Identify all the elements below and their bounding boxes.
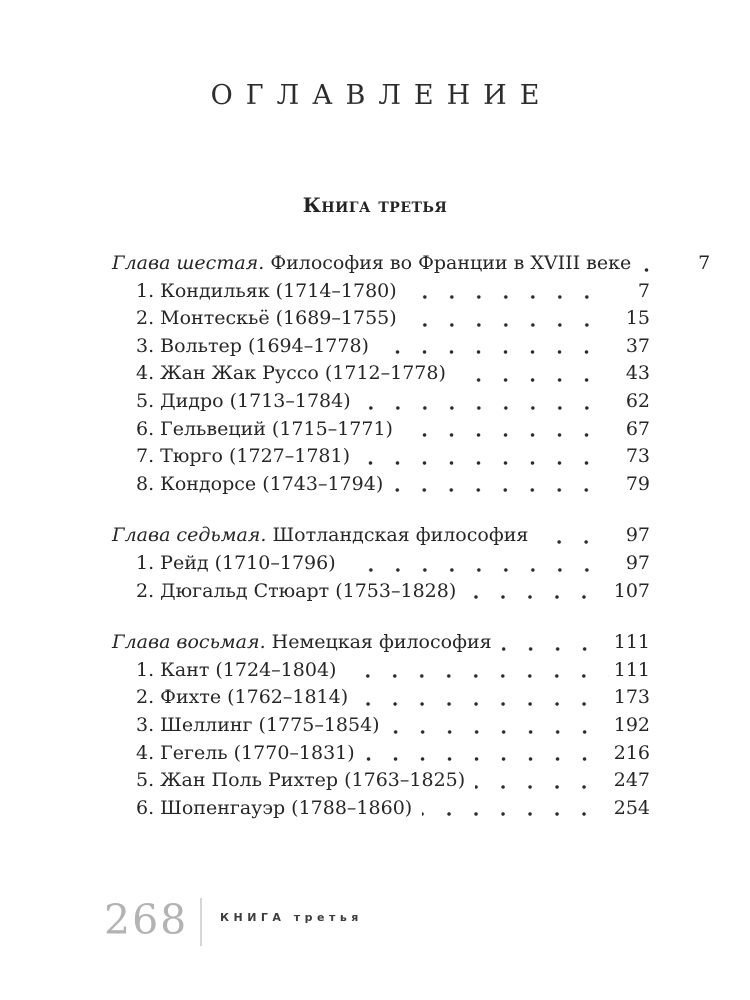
chapter-label (112, 522, 528, 550)
dot-leader (365, 756, 609, 762)
page-number: 97 (625, 551, 650, 574)
page-number: 111 (613, 658, 650, 681)
part-heading: Книга третья (302, 193, 448, 217)
dot-leader (407, 294, 611, 300)
entry-label: 4. Гегель (1770–1831) (136, 741, 355, 764)
entry-label: 3. Шеллинг (1775–1854) (136, 713, 380, 736)
toc-entry-row[interactable] (112, 443, 650, 471)
running-title: КНИГА третья (220, 911, 363, 924)
toc-entry-row[interactable] (112, 767, 650, 795)
dot-leader (361, 405, 611, 411)
entry-label: 6. Шопенгауэр (1788–1860) (136, 796, 413, 819)
toc-entry-row[interactable] (112, 360, 650, 388)
page-number: 37 (625, 334, 650, 357)
page-number: 67 (625, 417, 650, 440)
page-number: 97 (625, 524, 650, 547)
dot-leader (641, 267, 671, 273)
dot-leader (475, 784, 609, 790)
dot-leader (456, 377, 611, 383)
toc-entry-row[interactable] (112, 657, 650, 685)
dot-leader (346, 673, 608, 679)
page-number: 247 (613, 769, 650, 792)
toc-section-chapter-7 (112, 522, 650, 605)
page-number: 192 (613, 713, 650, 736)
toc-entry-row[interactable] (112, 278, 650, 306)
chapter-name: Глава шестая. (112, 252, 265, 274)
toc-entry-row[interactable] (112, 305, 650, 333)
page-number: 7 (637, 279, 650, 302)
toc-entry-row[interactable] (112, 550, 650, 578)
toc-entry-row[interactable] (112, 416, 650, 444)
dot-leader (346, 567, 611, 573)
toc-entry-row[interactable] (112, 578, 650, 606)
toc-entry-row[interactable] (112, 388, 650, 416)
chapter-name: Глава восьмая. (112, 631, 266, 654)
page-number: 216 (613, 741, 650, 764)
entry-label: 1. Кант (1724–1804) (136, 658, 337, 681)
dot-leader (393, 487, 611, 493)
page-number: 73 (625, 445, 650, 468)
dot-leader (422, 811, 609, 817)
page-number: 43 (625, 362, 650, 385)
entry-label: 7. Тюрго (1727–1781) (136, 445, 351, 468)
dot-leader (358, 701, 609, 707)
entry-label: 4. Жан Жак Руссо (1712–1778) (136, 362, 446, 385)
chapter-label (112, 250, 631, 278)
chapter-title: Философия во Франции в XVIII веке (264, 252, 632, 274)
toc-section-chapter-6 (112, 250, 711, 498)
entry-label: 5. Дидро (1713–1784) (136, 389, 351, 412)
toc-entry-row[interactable] (112, 795, 650, 823)
toc-entry-row[interactable] (112, 712, 650, 740)
toc-entry-row[interactable] (112, 333, 650, 361)
dot-leader (407, 322, 611, 328)
chapter-name: Глава седьмая. (112, 524, 267, 547)
entry-label: 2. Дюгальд Стюарт (1753–1828) (136, 579, 457, 602)
entry-label: 8. Кондорсе (1743–1794) (136, 472, 384, 495)
entry-label: 1. Рейд (1710–1796) (136, 551, 336, 574)
toc-entry-row[interactable] (112, 471, 650, 499)
entry-label: 3. Вольтер (1694–1778) (136, 334, 369, 357)
page-number: 62 (625, 389, 650, 412)
page-title: ОГЛАВЛЕНИЕ (210, 80, 553, 111)
entry-label: 5. Жан Поль Рихтер (1763–1825) (136, 769, 466, 792)
entry-label: 6. Гельвеций (1715–1771) (136, 417, 393, 440)
toc-section-chapter-8 (112, 629, 650, 822)
dot-leader (379, 349, 611, 355)
dot-leader (390, 729, 609, 735)
page-number: 15 (625, 307, 650, 330)
chapter-label (112, 629, 492, 657)
dot-leader (502, 646, 609, 652)
toc-chapter-row[interactable] (112, 250, 711, 278)
page-number: 7 (698, 252, 711, 274)
page-number: 107 (613, 579, 650, 602)
entry-label: 2. Монтескьё (1689–1755) (136, 307, 397, 330)
chapter-title: Шотландская философия (266, 524, 529, 547)
folio-page-number: 268 (104, 896, 189, 944)
toc-chapter-row[interactable] (112, 629, 650, 657)
page-number: 79 (625, 472, 650, 495)
footer-divider (200, 898, 202, 946)
page-number: 173 (613, 686, 650, 709)
entry-label: 2. Фихте (1762–1814) (136, 686, 349, 709)
dot-leader (403, 432, 611, 438)
toc-entry-row[interactable] (112, 740, 650, 768)
page-number: 254 (613, 796, 650, 819)
dot-leader (538, 539, 611, 545)
page-footer (0, 896, 750, 956)
dot-leader (466, 594, 608, 600)
toc-chapter-row[interactable] (112, 522, 650, 550)
toc-entry-row[interactable] (112, 684, 650, 712)
table-of-contents (112, 250, 711, 846)
entry-label: 1. Кондильяк (1714–1780) (136, 279, 397, 302)
dot-leader (360, 460, 611, 466)
page-number: 111 (613, 631, 650, 654)
chapter-title: Немецкая философия (265, 631, 492, 654)
